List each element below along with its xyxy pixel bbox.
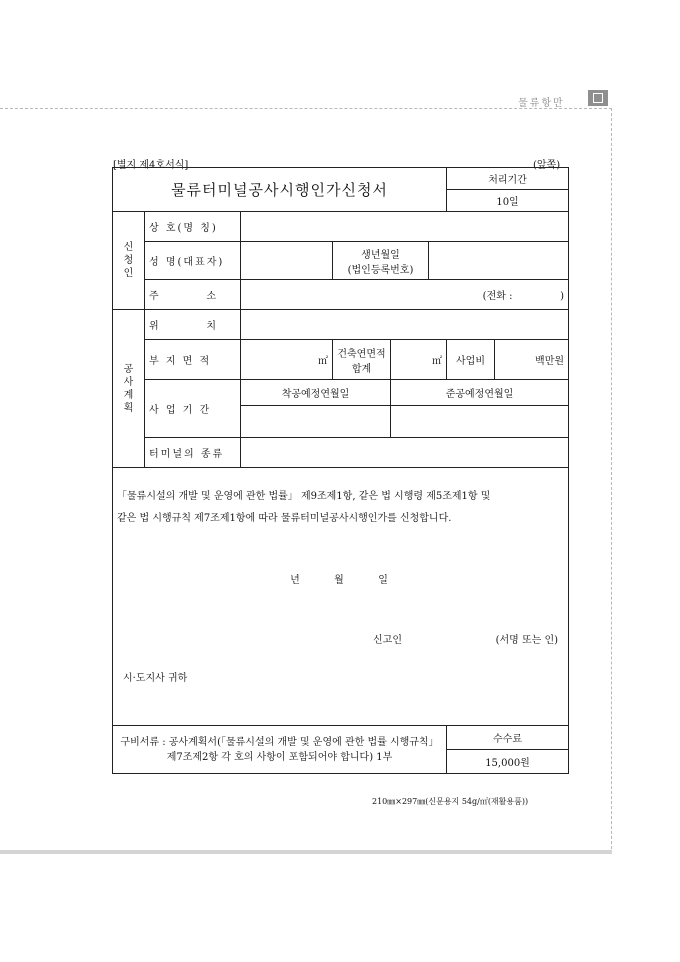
project-cost-field[interactable]: 백만원: [495, 340, 569, 380]
end-date-label: 준공예정연월일: [391, 380, 569, 406]
addressee: 시·도지사 귀하: [123, 673, 188, 684]
terminal-type-field[interactable]: [241, 438, 569, 468]
project-cost-label: 사업비: [447, 340, 495, 380]
date-line[interactable]: 년 월 일: [290, 575, 389, 586]
signature-row: [117, 630, 562, 646]
building-area-label: [333, 340, 391, 380]
fee-label: 수수료: [447, 726, 569, 750]
applicant-section-label: 신 청 인: [113, 212, 145, 310]
location-field[interactable]: [241, 310, 569, 340]
phone-field[interactable]: (전화 : ): [241, 280, 569, 310]
plan-section-label: 공 사 계 획: [113, 310, 145, 468]
location-label: 위 치: [145, 310, 241, 340]
applicant-signature-label: 신고인: [373, 635, 402, 646]
building-area-label-line2: 합계: [351, 363, 372, 375]
terminal-type-label: 터미널의 종류: [145, 438, 241, 468]
section-marker-icon: [588, 90, 608, 106]
building-area-field[interactable]: ㎡: [391, 340, 447, 380]
start-date-field[interactable]: [241, 406, 391, 438]
building-area-label-line1: 건축연면적: [337, 348, 386, 360]
project-period-label: 사 업 기 간: [145, 380, 241, 438]
form-number-label: [별지 제4호서식]: [113, 160, 189, 171]
processing-period-label: 처리기간: [447, 168, 569, 190]
attachments-line1: 구비서류 : 공사계획서(「물류시설의 개발 및 운영에 관한 법률 시행규칙」: [120, 736, 439, 748]
end-date-field[interactable]: [391, 406, 569, 438]
birth-date-label: [333, 242, 429, 280]
page-bottom-edge: [0, 850, 612, 854]
start-date-label: 착공예정연월일: [241, 380, 391, 406]
site-area-label: 부 지 면 적: [145, 340, 241, 380]
processing-period-value: 10일: [447, 190, 569, 212]
site-area-field[interactable]: ㎡: [241, 340, 333, 380]
application-form: [112, 167, 569, 774]
paper-spec: 210㎜×297㎜(신문용지 54g/㎡(재활용품)): [372, 797, 529, 806]
form-title: 물류터미널공사시행인가신청서: [113, 168, 447, 212]
declaration-line2: 같은 법 시행규칙 제7조제1항에 따라 물류터미널공사시행인가를 신청합니다.: [117, 513, 452, 524]
attachments-note: [113, 726, 447, 774]
attachments-line2: 제7조제2항 각 호의 사항이 포함되어야 합니다) 1부: [166, 751, 393, 763]
fee-value: 15,000원: [447, 750, 569, 774]
company-name-label: 상 호(명 칭): [145, 212, 241, 242]
declaration-line1: 「물류시설의 개발 및 운영에 관한 법률」 제9조제1항, 같은 법 시행령 제5조제1항 및: [117, 491, 491, 502]
birth-date-field[interactable]: [429, 242, 569, 280]
page-side-label: (앞쪽): [533, 160, 561, 171]
birth-date-label-line1: 생년월일: [361, 249, 400, 261]
company-name-field[interactable]: [241, 212, 569, 242]
representative-name-field[interactable]: [241, 242, 333, 280]
declaration-block: [113, 468, 569, 726]
running-header: 물류항만: [518, 98, 565, 109]
representative-name-label: 성 명(대표자): [145, 242, 241, 280]
signature-note[interactable]: (서명 또는 인): [495, 635, 559, 646]
birth-date-label-line2: (법인등록번호): [347, 264, 414, 276]
address-label: 주 소: [145, 280, 241, 310]
